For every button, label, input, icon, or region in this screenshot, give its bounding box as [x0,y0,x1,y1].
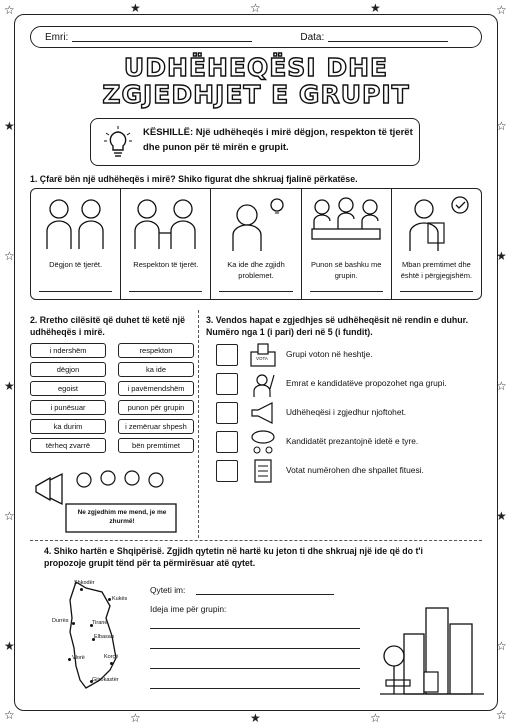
question-2: 2. Rretho cilësitë që duhet të ketë një udhëheqës i mirë. [30,315,185,337]
star-icon: ☆ [4,3,15,17]
step-text: Emrat e kandidatëve propozohet nga grupi. [286,378,447,388]
panel-caption: Mban premtimet dhe është i përgjegjshëm. [400,260,473,280]
question-1: 1. Çfarë bën një udhëheqës i mirë? Shiko figurat dhe shkruaj fjalinë përkatëse. [30,174,358,184]
checklist-icon [248,458,278,484]
step-number-box[interactable] [216,344,238,366]
quality-chip[interactable]: i ndershëm [30,343,106,358]
step-number-box[interactable] [216,402,238,424]
city-label[interactable]: Korçë [104,654,119,660]
step-text: Kandidatët prezantojnë idetë e tyre. [286,436,419,446]
date-input-line[interactable] [328,32,448,42]
idea-line[interactable] [150,688,360,689]
star-icon: ☆ [496,379,507,393]
qualities-grid [30,343,194,453]
star-icon: ☆ [4,509,15,523]
quality-chip[interactable]: bën premtimet [118,438,194,453]
tip-box [90,118,420,166]
step-row [214,342,482,371]
title-line-2: ZGJEDHJET E GRUPIT [102,80,410,109]
city-dot [80,588,83,591]
star-icon: ☆ [496,639,507,653]
city-label[interactable]: Tiranë [92,620,108,626]
tip-text: KËSHILLË: Një udhëheqës i mirë dëgjon, respekton të tjerët dhe punon për të mirën e grupit. [143,127,413,153]
city-buildings-illustration [380,594,484,698]
step-text: Votat numërohen dhe shpallet fituesi. [286,465,424,475]
answer-line[interactable] [310,291,383,292]
star-icon: ☆ [250,1,261,15]
city-label[interactable]: Elbasan [94,634,114,640]
panel-caption: Punon së bashku me grupin. [310,260,382,280]
star-icon: ★ [496,249,507,263]
step-number-box[interactable] [216,431,238,453]
idea-line[interactable] [150,668,360,669]
answer-line[interactable] [219,291,292,292]
date-label: Data: [300,31,325,43]
quality-chip[interactable]: i pavëmendshëm [118,381,194,396]
quality-chip[interactable]: respekton [118,343,194,358]
step-row [214,400,482,429]
child-with-checklist-icon [396,193,476,251]
ballot-box-icon [248,342,278,368]
q1-panel [302,189,392,299]
q1-panels [30,188,482,300]
city-label[interactable]: Gjirokastër [92,677,119,683]
section-divider [198,310,199,538]
idea-line[interactable] [150,648,360,649]
name-input-line[interactable] [72,32,252,42]
star-icon: ★ [4,639,15,653]
star-icon: ☆ [496,708,507,722]
title-line-1: UDHËHEQËSI DHE [123,53,389,82]
answer-line[interactable] [400,291,473,292]
city-dot [72,622,75,625]
kids-listening-icon [35,193,115,251]
star-icon: ★ [4,379,15,393]
answer-line[interactable] [129,291,202,292]
question-3: 3. Vendos hapat e zgjedhjes së udhëheqësit në rendin e duhur. Numëro nga 1 (i pari) deri në 5 (i fundit). [206,315,469,337]
header-bar [30,26,482,48]
star-icon: ☆ [370,711,381,725]
panel-caption: Ka ide dhe zgjidh problemet. [227,260,285,280]
city-field-label: Qyteti im: [150,585,186,595]
quality-chip[interactable]: i zemëruar shpesh [118,419,194,434]
idea-field-label: Ideja ime për grupin: [150,604,227,614]
question-4: 4. Shiko hartën e Shqipërisë. Zgjidh qytetin në hartë ku jeton ti dhe shkruaj një ide që do t'i propozoje grupit tënd për ta përmirësuar atë qytet. [44,546,423,568]
name-label: Emri: [45,31,69,43]
step-row [214,429,482,458]
child-with-idea-icon [215,193,295,251]
city-dot [68,658,71,661]
quality-chip[interactable]: i punësuar [30,400,106,415]
election-steps [214,342,482,487]
star-icon: ☆ [130,711,141,725]
step-row [214,458,482,487]
star-icon: ☆ [4,249,15,263]
quality-chip[interactable]: ka ide [118,362,194,377]
step-text: Grupi voton në heshtje. [286,349,373,359]
megaphone-icon [248,400,278,426]
city-input-line[interactable] [196,594,334,595]
city-dot [110,662,113,665]
quality-chip[interactable]: tërheq zvarrë [30,438,106,453]
speech-bubble-icon [248,429,278,455]
star-icon: ★ [496,509,507,523]
city-dot [108,598,111,601]
city-label[interactable]: Shkodër [74,580,95,586]
q1-panel [31,189,121,299]
city-label[interactable]: Kukës [112,596,128,602]
child-raising-hand-icon [248,371,278,397]
q1-panel [211,189,301,299]
city-label[interactable]: Vlorë [72,655,85,661]
vote-label: VOTA [256,356,268,361]
quality-chip[interactable]: egoist [30,381,106,396]
star-icon: ☆ [496,119,507,133]
quality-chip[interactable]: punon për grupin [118,400,194,415]
star-icon: ★ [370,1,381,15]
answer-line[interactable] [39,291,112,292]
kids-respect-icon [125,193,205,251]
q1-panel [392,189,481,299]
star-icon: ☆ [4,708,15,722]
lightbulb-icon [101,125,135,161]
star-icon: ★ [250,711,261,725]
banner-text: Ne zgjedhim me mend, je me zhurmë! [77,509,167,525]
panel-caption: Dëgjon të tjerët. [49,260,103,269]
star-icon: ★ [130,1,141,15]
step-number-box[interactable] [216,460,238,482]
idea-line[interactable] [150,628,360,629]
panel-caption: Respekton të tjerët. [133,260,199,269]
page-title [0,54,512,108]
city-label[interactable]: Durrës [52,618,69,624]
step-row [214,371,482,400]
q1-panel [121,189,211,299]
section-divider [30,540,482,541]
kids-teamwork-icon [306,193,386,251]
quality-chip[interactable]: ka durim [30,419,106,434]
star-icon: ☆ [496,3,507,17]
step-text: Udhëheqësi i zgjedhur njoftohet. [286,407,407,417]
step-number-box[interactable] [216,373,238,395]
star-icon: ★ [4,119,15,133]
quality-chip[interactable]: dëgjon [30,362,106,377]
